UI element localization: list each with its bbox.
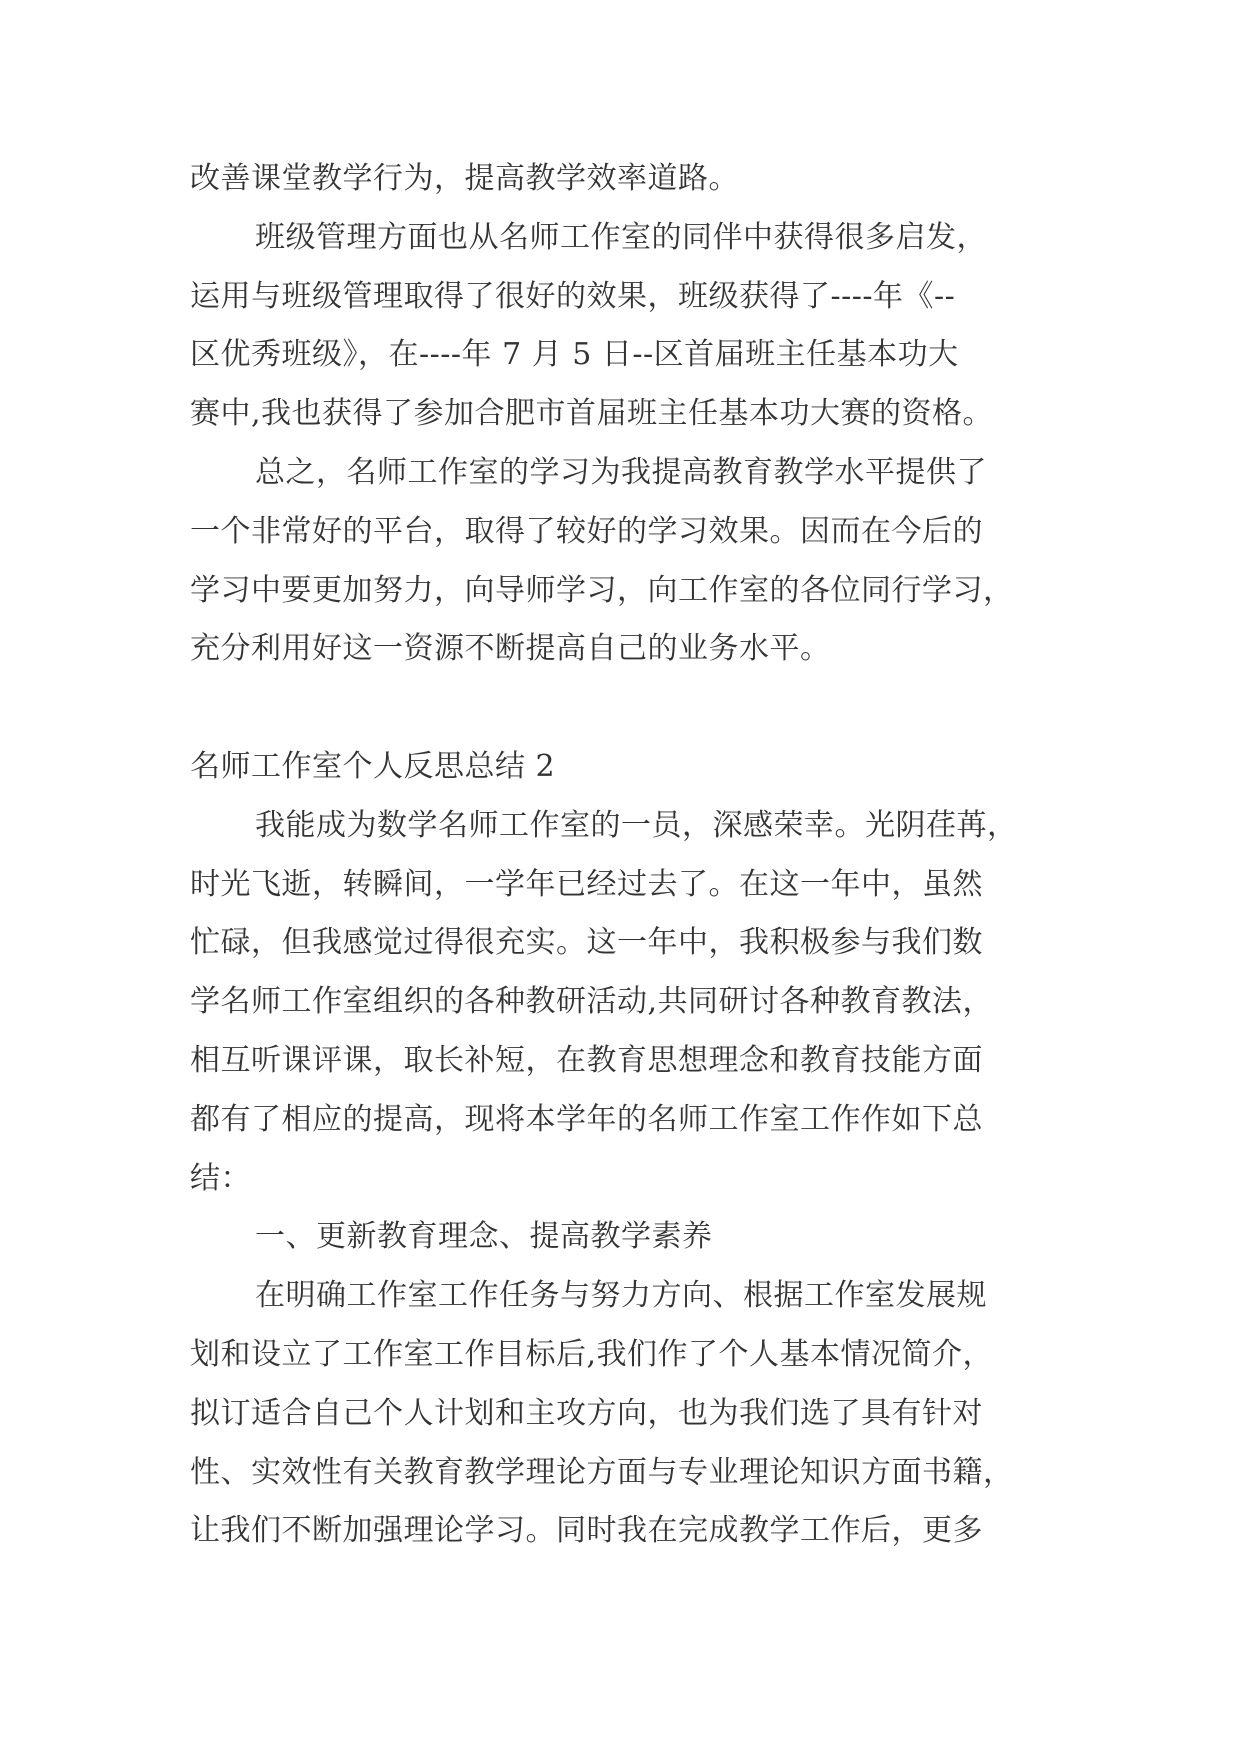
text-line: 赛中,我也获得了参加合肥市首届班主任基本功大赛的资格。: [190, 396, 994, 432]
text-line: 忙碌，但我感觉过得很充实。这一年中，我积极参与我们数: [190, 925, 983, 961]
section-title: 名师工作室个人反思总结 2: [190, 748, 556, 784]
text-line: 充分利用好这一资源不断提高自己的业务水平。: [190, 631, 831, 667]
text-line: 一个非常好的平台，取得了较好的学习效果。因而在今后的: [190, 513, 983, 549]
paragraph: [190, 150, 1060, 209]
text-line: 学名师工作室组织的各种教研活动,共同研讨各种教育教法，: [190, 984, 994, 1020]
subheading: [190, 1208, 1060, 1267]
text-line: 运用与班级管理取得了很好的效果，班级获得了----年《--: [190, 278, 956, 314]
text-line: 我能成为数学名师工作室的一员，深感荣幸。光阴荏苒，: [255, 807, 1018, 843]
text-line: 时光飞逝，转瞬间，一学年已经过去了。在这一年中，虽然: [190, 866, 983, 902]
text-line: 一、更新教育理念、提高教学素养: [255, 1219, 713, 1255]
text-line: 都有了相应的提高，现将本学年的名师工作室工作作如下总: [190, 1101, 983, 1137]
document-body: [190, 150, 1060, 1561]
text-line: 总之，名师工作室的学习为我提高教育教学水平提供了: [255, 454, 987, 490]
text-line: 拟订适合自己个人计划和主攻方向，也为我们选了具有针对: [190, 1395, 983, 1431]
text-line: 学习中要更加努力，向导师学习，向工作室的各位同行学习，: [190, 572, 1014, 608]
section-gap: [190, 679, 1060, 738]
paragraph: [190, 444, 1060, 679]
text-line: 性、实效性有关教育教学理论方面与专业理论知识方面书籍，: [190, 1454, 1014, 1490]
text-line: 让我们不断加强理论学习。同时我在完成教学工作后，更多: [190, 1513, 983, 1549]
text-line: 区优秀班级》，在----年 7 月 5 日--区首届班主任基本功大: [190, 337, 959, 373]
text-line: 改善课堂教学行为，提高教学效率道路。: [190, 161, 739, 196]
paragraph: [190, 797, 1060, 1209]
text-line: 在明确工作室工作任务与努力方向、根据工作室发展规: [255, 1278, 987, 1314]
paragraph: [190, 1267, 1060, 1561]
text-line: 班级管理方面也从名师工作室的同伴中获得很多启发，: [255, 219, 987, 255]
text-line: 划和设立了工作室工作目标后,我们作了个人基本情况简介，: [190, 1336, 994, 1372]
text-line: 结：: [190, 1160, 251, 1196]
paragraph: [190, 209, 1060, 444]
text-line: 相互听课评课，取长补短，在教育思想理念和教育技能方面: [190, 1042, 983, 1078]
